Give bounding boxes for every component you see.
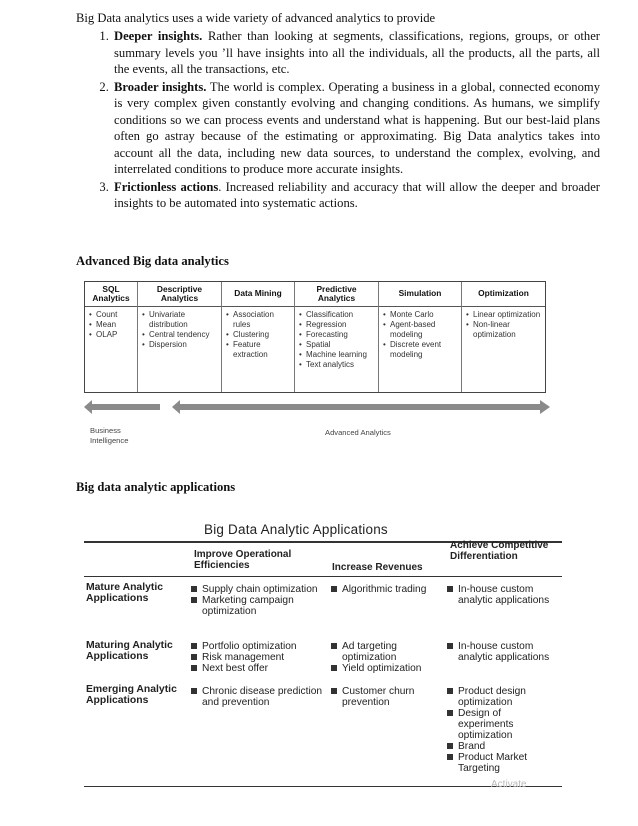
adv-column-header: Predictive Analytics bbox=[295, 282, 378, 307]
list-item bbox=[112, 28, 600, 78]
adv-item: • Count bbox=[89, 310, 135, 320]
bi-caption: Business Intelligence bbox=[90, 426, 129, 445]
table-cell bbox=[446, 641, 558, 663]
row-label: Emerging Analytic Applications bbox=[86, 684, 177, 706]
list-item: Chronic disease prediction and prevention bbox=[190, 686, 328, 708]
list-item: Portfolio optimization bbox=[190, 641, 328, 652]
list-item: In-house custom analytic applications bbox=[446, 584, 558, 606]
list-item: Product Market Targeting bbox=[446, 752, 558, 774]
table-cell bbox=[190, 686, 328, 708]
adv-item: • Linear optimization bbox=[466, 310, 543, 320]
row-label: Mature Analytic Applications bbox=[86, 582, 163, 604]
list-item: Marketing campaign optimization bbox=[190, 595, 328, 617]
point-title: Deeper insights. bbox=[114, 29, 203, 43]
insights-list bbox=[76, 28, 600, 213]
adv-item: • OLAP bbox=[89, 330, 135, 340]
column-header: Increase Revenues bbox=[332, 562, 423, 573]
advanced-caption: Advanced Analytics bbox=[325, 428, 391, 437]
adv-item: • Clustering bbox=[226, 330, 292, 340]
adv-column-header: Data Mining bbox=[222, 282, 294, 307]
column-header: Improve Operational Efficiencies bbox=[194, 549, 292, 571]
adv-column-header: SQL Analytics bbox=[85, 282, 137, 307]
adv-column-header: Simulation bbox=[379, 282, 461, 307]
table-cell bbox=[190, 641, 328, 674]
point-title: Frictionless actions bbox=[114, 179, 219, 194]
table-cell bbox=[446, 584, 558, 606]
adv-item: • Dispersion bbox=[142, 340, 219, 350]
adv-item: • Agent-based modeling bbox=[383, 320, 459, 340]
adv-item: • Text analytics bbox=[299, 360, 376, 370]
adv-column-data-mining bbox=[222, 282, 295, 392]
adv-item: • Central tendency bbox=[142, 330, 219, 340]
adv-item: • Regression bbox=[299, 320, 376, 330]
adv-item: • Classification bbox=[299, 310, 376, 320]
list-item: Next best offer bbox=[190, 663, 328, 674]
advanced-heading: Advanced Big data analytics bbox=[76, 254, 229, 268]
adv-item: • Machine learning bbox=[299, 350, 376, 360]
point-text: Rather than looking at segments, classifications, regions, groups, or other summary levels you ’ll have insights into all the individuals, all the products, all the parts, all the events, all the transactions, etc. bbox=[114, 29, 600, 76]
adv-item: • Non-linear optimization bbox=[466, 320, 543, 340]
adv-item-list bbox=[379, 307, 461, 360]
adv-item: • Spatial bbox=[299, 340, 376, 350]
adv-item: • Mean bbox=[89, 320, 135, 330]
table-cell bbox=[446, 686, 558, 774]
row-label: Maturing Analytic Applications bbox=[86, 640, 173, 662]
adv-column-simulation bbox=[379, 282, 462, 392]
advanced-analytics-diagram bbox=[84, 281, 546, 393]
intro-paragraph: Big Data analytics uses a wide variety of advanced analytics to provide bbox=[76, 11, 436, 25]
list-item: Supply chain optimization bbox=[190, 584, 328, 595]
header-rule bbox=[84, 576, 562, 577]
adv-column-header: Optimization bbox=[462, 282, 545, 307]
watermark-text: Activate bbox=[491, 779, 527, 790]
point-text: The world is complex. Operating a business in a global, connected economy is very complex given constantly evolving and changing conditions. As humans, we simplify conditions so we can process events and understand what is happening. But our best-laid plans often go astray because of the estimating or approximating. Big Data analytics takes into account all the data, including new data sources, to understand the complex, evolving, and interrelated conditions to produce more accurate insights. bbox=[114, 79, 600, 176]
table-cell bbox=[330, 686, 440, 708]
adv-item: • Forecasting bbox=[299, 330, 376, 340]
adv-item: • Univariate distribution bbox=[142, 310, 219, 330]
list-item: Product design optimization bbox=[446, 686, 558, 708]
list-item: In-house custom analytic applications bbox=[446, 641, 558, 663]
analytics-span-arrows bbox=[84, 400, 550, 414]
list-item: Risk management bbox=[190, 652, 328, 663]
adv-column-optimization bbox=[462, 282, 545, 392]
adv-item: • Association rules bbox=[226, 310, 292, 330]
adv-item-list bbox=[295, 307, 378, 370]
table-cell bbox=[190, 584, 328, 617]
adv-item-list bbox=[85, 307, 137, 340]
point-text: . Increased reliability and accuracy that will allow the deeper and broader insights to be automated into systematic actions. bbox=[114, 179, 600, 210]
list-item: Customer churn prevention bbox=[330, 686, 440, 708]
adv-column-descriptive bbox=[138, 282, 222, 392]
applications-heading: Big data analytic applications bbox=[76, 480, 236, 494]
column-header: Achieve Competitive Differentiation bbox=[450, 540, 549, 562]
list-item bbox=[112, 79, 600, 178]
adv-item-list bbox=[222, 307, 294, 360]
adv-column-predictive bbox=[295, 282, 379, 392]
table-cell bbox=[330, 641, 440, 674]
list-item: Design of experiments optimization bbox=[446, 708, 558, 741]
adv-item: • Discrete event modeling bbox=[383, 340, 459, 360]
list-item bbox=[112, 179, 600, 212]
list-item: Ad targeting optimization bbox=[330, 641, 440, 663]
table-cell bbox=[330, 584, 440, 595]
adv-item-list bbox=[462, 307, 545, 340]
adv-item-list bbox=[138, 307, 221, 350]
applications-title: Big Data Analytic Applications bbox=[204, 522, 388, 537]
list-item: Algorithmic trading bbox=[330, 584, 440, 595]
adv-item: • Monte Carlo bbox=[383, 310, 459, 320]
list-item: Yield optimization bbox=[330, 663, 440, 674]
adv-item: • Feature extraction bbox=[226, 340, 292, 360]
bi-arrow bbox=[84, 400, 160, 414]
adv-column-sql bbox=[85, 282, 138, 392]
point-title: Broader insights. bbox=[114, 79, 207, 94]
advanced-arrow bbox=[172, 400, 550, 414]
adv-column-header: Descriptive Analytics bbox=[138, 282, 221, 307]
list-item: Brand bbox=[446, 741, 558, 752]
